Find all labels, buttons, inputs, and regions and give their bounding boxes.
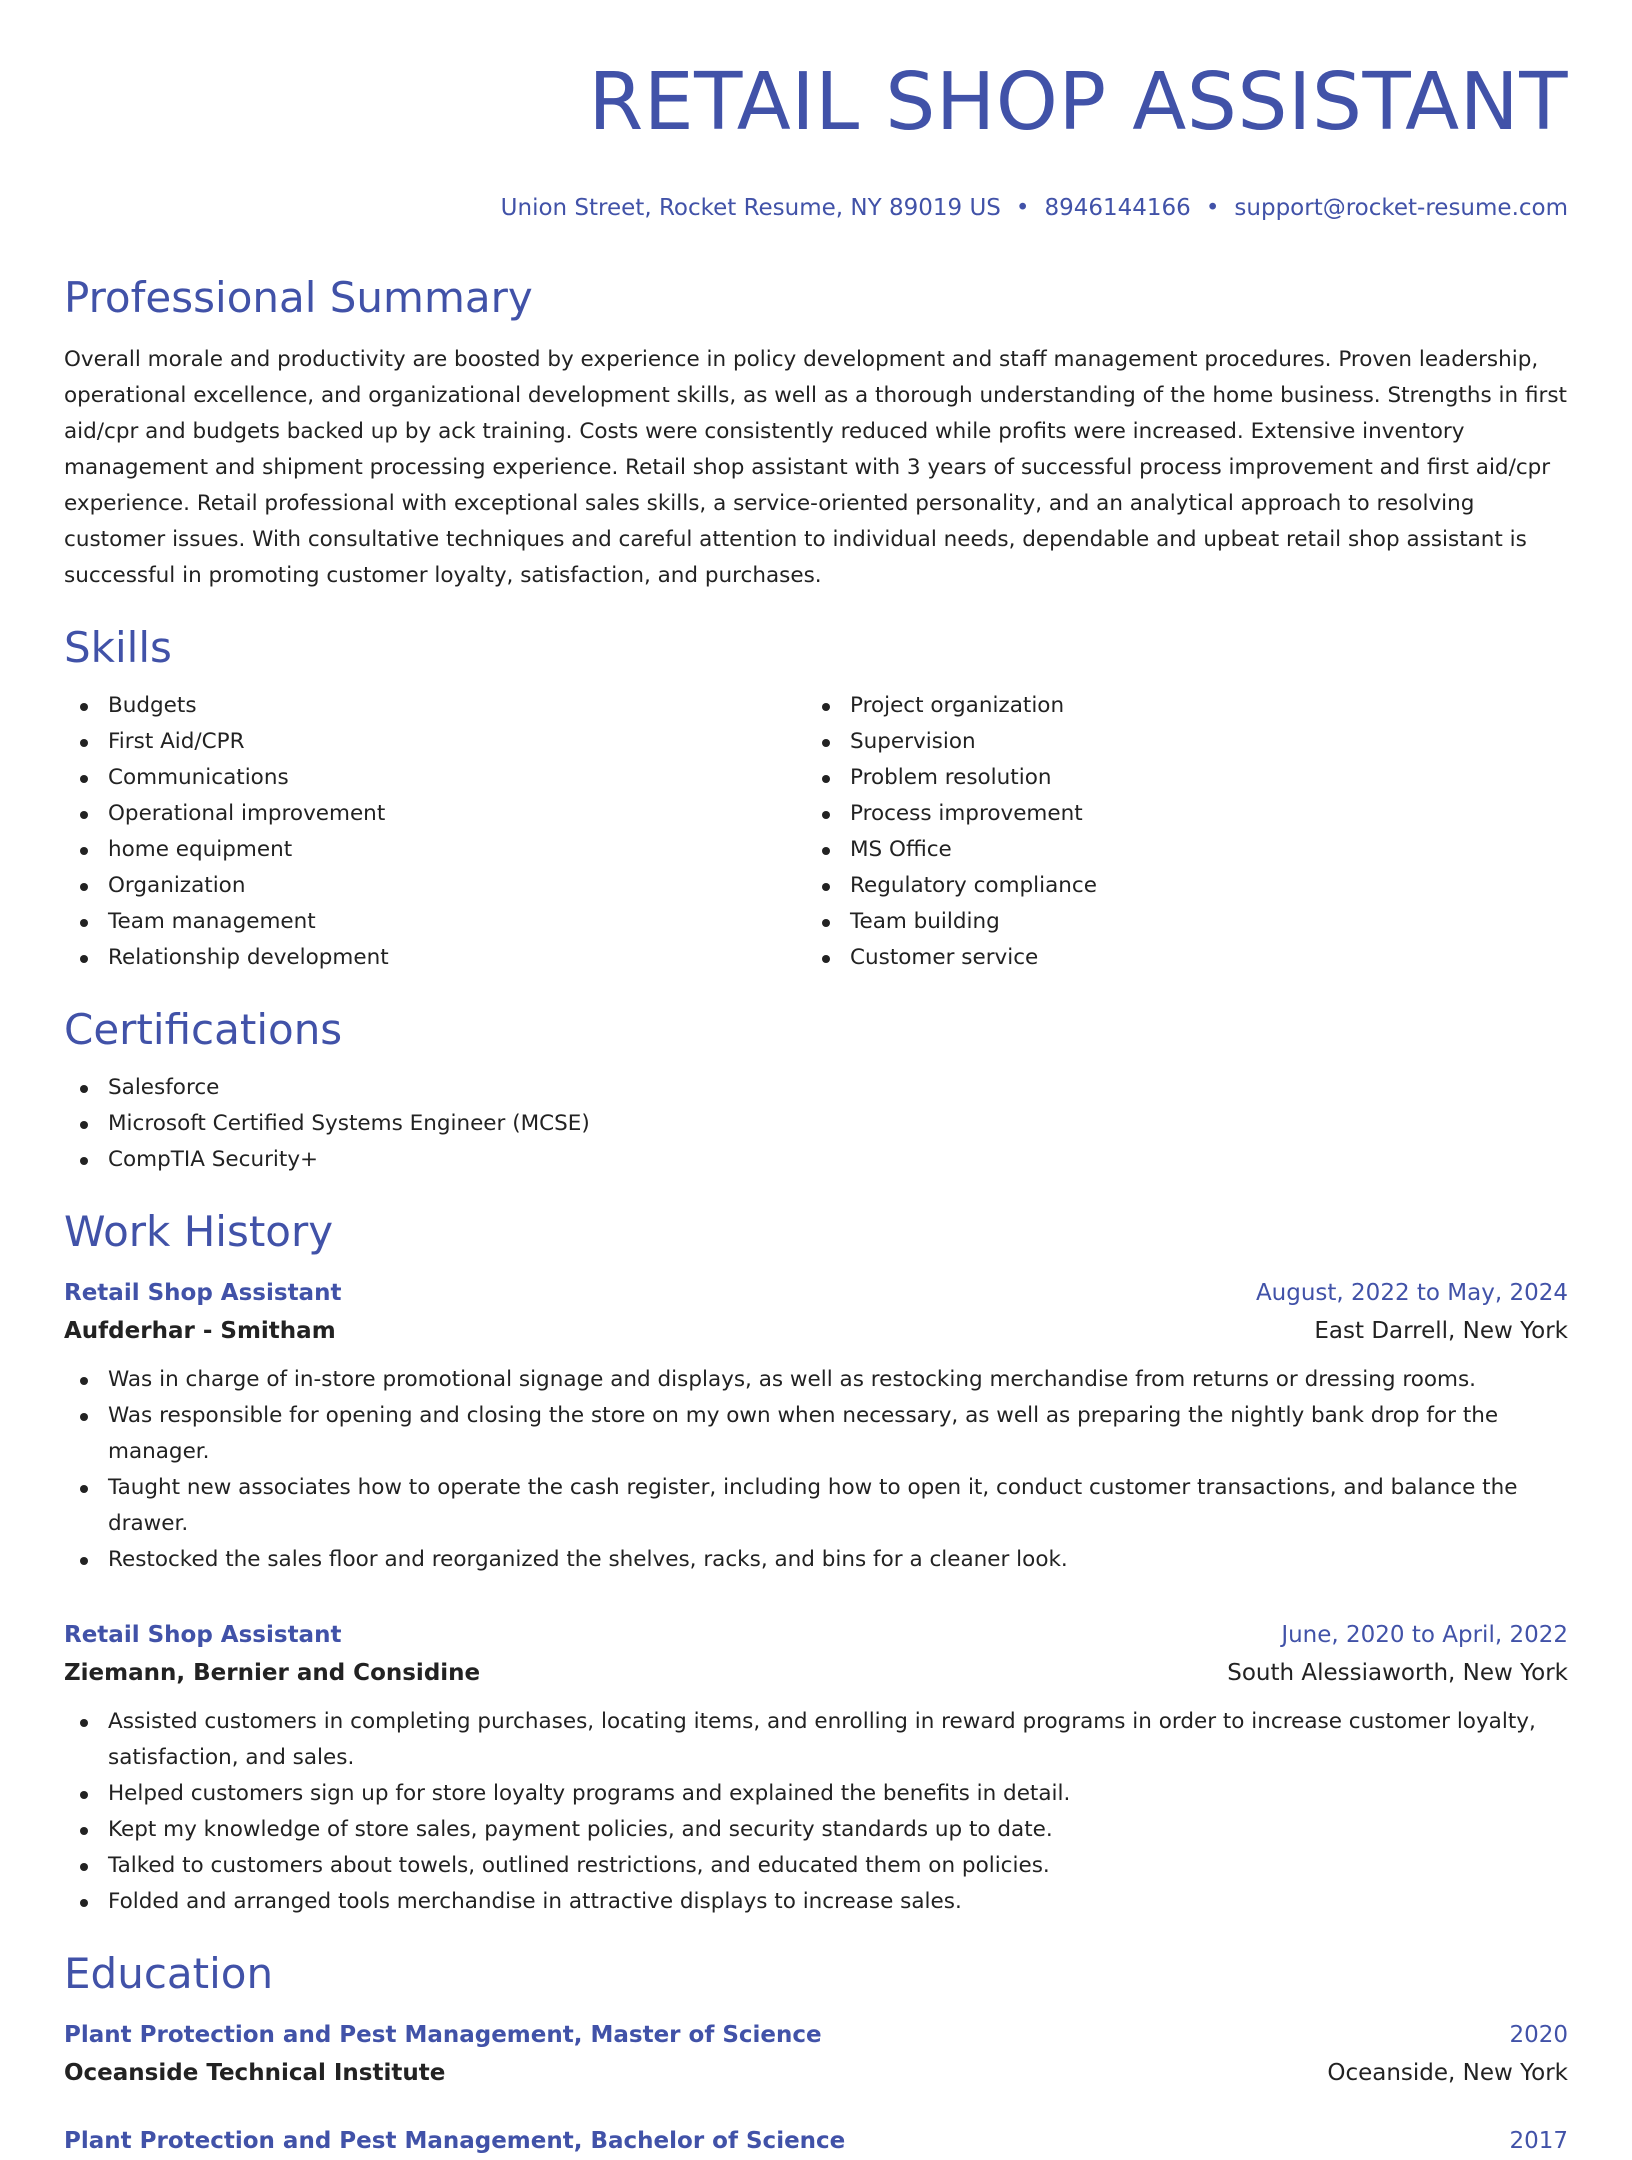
- skill-item: Operational improvement: [64, 796, 806, 832]
- skill-item: Organization: [64, 868, 806, 904]
- summary-heading: Professional Summary: [64, 273, 533, 322]
- skills-section: [64, 622, 1568, 976]
- graduation-year: 2020: [1509, 2022, 1568, 2048]
- job-company: Aufderhar - Smitham: [64, 1318, 336, 1344]
- degree-row: [64, 2016, 1568, 2054]
- job-duty: Talked to customers about towels, outlined restrictions, and educated them on policies.: [64, 1848, 1568, 1884]
- contact-separator: •: [1205, 195, 1220, 221]
- job-dates: August, 2022 to May, 2024: [1255, 1280, 1568, 1306]
- school-row: [64, 2054, 1568, 2092]
- certification-item: CompTIA Security+: [64, 1142, 1568, 1178]
- summary-text: Overall morale and productivity are boosted by experience in policy development and staff management procedures. Proven leadership, operational excellence, and organizational development skills, as well as a thorough understanding of the home business. Strengths in first aid/cpr and budgets backed up by ack training. Costs were consistently reduced while profits were increased. Extensive inventory management and shipment processing experience. Retail shop assistant with 3 years of successful process improvement and first aid/cpr experience. Retail professional with exceptional sales skills, a service-oriented personality, and an analytical approach to resolving customer issues. With consultative techniques and careful attention to individual needs, dependable and upbeat retail shop assistant is successful in promoting customer loyalty, satisfaction, and purchases.: [64, 347, 1567, 588]
- skill-item: Project organization: [806, 688, 1548, 724]
- job-duty: Kept my knowledge of store sales, payment policies, and security standards up to date.: [64, 1812, 1568, 1848]
- skills-grid: [64, 688, 1568, 976]
- skills-heading: Skills: [64, 623, 172, 672]
- job-duty: Folded and arranged tools merchandise in attractive displays to increase sales.: [64, 1884, 1568, 1920]
- job-duty: Was in charge of in-store promotional signage and displays, as well as restocking merchandise from returns or dressing rooms.: [64, 1362, 1568, 1398]
- skills-left-list: [64, 688, 806, 976]
- work-history-section: [64, 1206, 1568, 1920]
- job-company-row: [64, 1312, 1568, 1350]
- certifications-list: [64, 1070, 1568, 1178]
- certifications-heading: Certifications: [64, 1005, 343, 1054]
- contact-separator: •: [1015, 195, 1030, 221]
- education-entry: [64, 2016, 1568, 2092]
- job-role: Retail Shop Assistant: [64, 1280, 342, 1306]
- skill-item: Supervision: [806, 724, 1548, 760]
- job-duty: Taught new associates how to operate the cash register, including how to open it, conduct customer transactions, and balance the drawer.: [64, 1470, 1568, 1542]
- job-duty: Restocked the sales floor and reorganized the shelves, racks, and bins for a cleaner look.: [64, 1542, 1568, 1578]
- education-entry: [64, 2122, 1568, 2160]
- skill-item: Relationship development: [64, 940, 806, 976]
- job-title-row: [64, 1274, 1568, 1312]
- work-history-heading: Work History: [64, 1207, 334, 1256]
- degree-name: Plant Protection and Pest Management, Bachelor of Science: [64, 2128, 846, 2154]
- address: Union Street, Rocket Resume, NY 89019 US: [500, 195, 1001, 221]
- skill-item: First Aid/CPR: [64, 724, 806, 760]
- email-link[interactable]: support@rocket-resume.com: [1234, 195, 1568, 221]
- education-section: [64, 1948, 1568, 2160]
- skill-item: Budgets: [64, 688, 806, 724]
- degree-row: [64, 2122, 1568, 2160]
- school-location: Oceanside, New York: [1327, 2060, 1568, 2086]
- job-duty: Assisted customers in completing purchases, locating items, and enrolling in reward programs in order to increase customer loyalty, satisfaction, and sales.: [64, 1704, 1568, 1776]
- skill-item: Problem resolution: [806, 760, 1548, 796]
- job-role: Retail Shop Assistant: [64, 1622, 342, 1648]
- skill-item: Customer service: [806, 940, 1548, 976]
- candidate-title: RETAIL SHOP ASSISTANT: [588, 56, 1568, 148]
- job-duty: Was responsible for opening and closing the store on my own when necessary, as well as preparing the nightly bank drop for the manager.: [64, 1398, 1568, 1470]
- school-name: Oceanside Technical Institute: [64, 2060, 446, 2086]
- skill-item: Process improvement: [806, 796, 1548, 832]
- skill-item: Communications: [64, 760, 806, 796]
- skill-item: MS Office: [806, 832, 1548, 868]
- job-company-row: [64, 1654, 1568, 1692]
- certifications-section: [64, 1004, 1568, 1178]
- job-title-row: [64, 1616, 1568, 1654]
- job-duties-list: [64, 1704, 1568, 1920]
- job-location: East Darrell, New York: [1314, 1318, 1568, 1344]
- job-duty: Helped customers sign up for store loyalty programs and explained the benefits in detail.: [64, 1776, 1568, 1812]
- certification-item: Microsoft Certified Systems Engineer (MCSE): [64, 1106, 1568, 1142]
- job-entry: [64, 1274, 1568, 1578]
- skill-item: Team management: [64, 904, 806, 940]
- degree-name: Plant Protection and Pest Management, Master of Science: [64, 2022, 822, 2048]
- job-duties-list: [64, 1362, 1568, 1578]
- job-company: Ziemann, Bernier and Considine: [64, 1660, 481, 1686]
- phone-number: 8946144166: [1044, 195, 1191, 221]
- resume-header: [64, 0, 1568, 224]
- skill-item: Regulatory compliance: [806, 868, 1548, 904]
- job-dates: June, 2020 to April, 2022: [1281, 1622, 1568, 1648]
- summary-section: [64, 272, 1568, 594]
- skill-item: Team building: [806, 904, 1548, 940]
- job-location: South Alessiaworth, New York: [1227, 1660, 1568, 1686]
- education-heading: Education: [64, 1949, 274, 1998]
- skill-item: home equipment: [64, 832, 806, 868]
- certification-item: Salesforce: [64, 1070, 1568, 1106]
- contact-line: [64, 192, 1568, 224]
- graduation-year: 2017: [1509, 2128, 1568, 2154]
- skills-right-list: [806, 688, 1548, 976]
- job-entry: [64, 1616, 1568, 1920]
